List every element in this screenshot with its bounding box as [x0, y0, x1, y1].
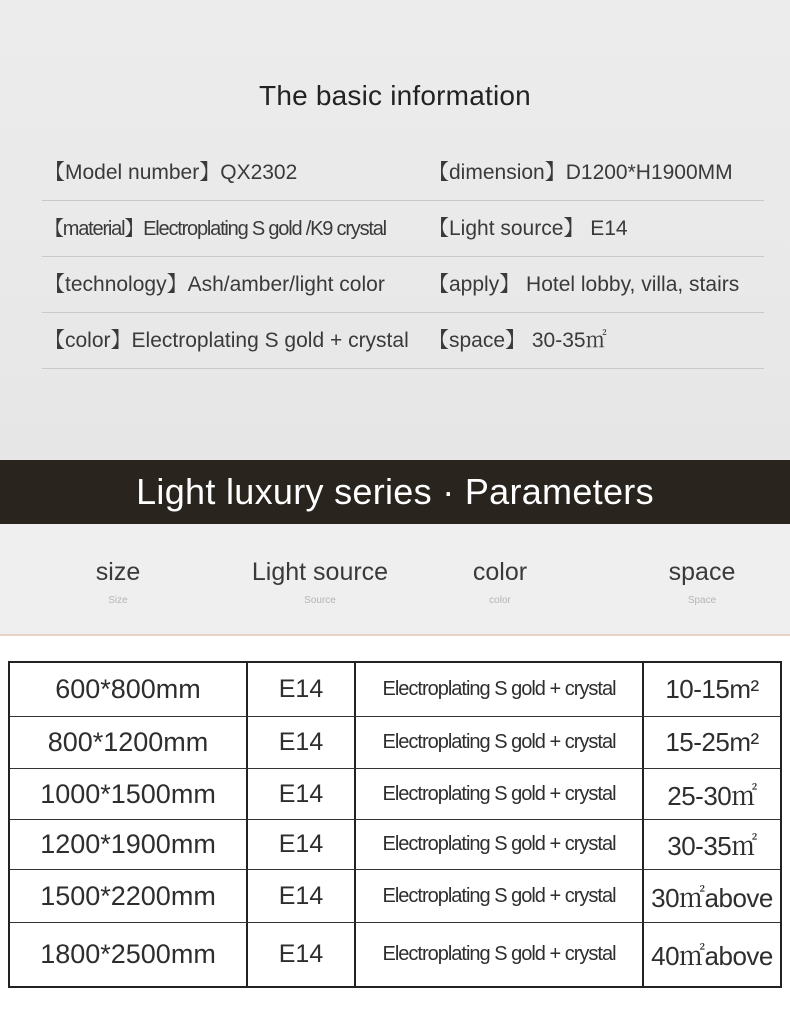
- cell-source: E14: [246, 663, 354, 716]
- table-row: [10, 923, 780, 986]
- info-apply: 【apply】 Hotel lobby, villa, stairs: [428, 273, 740, 296]
- param-light-source: [236, 558, 404, 606]
- cell-color: Electroplating S gold + crystal: [354, 820, 642, 869]
- cell-size: 1200*1900mm: [40, 829, 216, 859]
- parameters-header: [0, 524, 790, 636]
- spec-table: [8, 661, 782, 988]
- cell-color: Electroplating S gold + crystal: [354, 717, 642, 768]
- info-model-number: 【Model number】QX2302: [44, 161, 298, 184]
- table-row: [10, 870, 780, 923]
- param-label: color: [472, 558, 528, 586]
- table-row: [10, 663, 780, 717]
- cell-source: E14: [246, 820, 354, 869]
- cell-source: E14: [246, 870, 354, 922]
- table-row: [10, 820, 780, 870]
- info-row: [42, 313, 764, 369]
- param-label: space: [668, 558, 736, 586]
- param-sublabel: Source: [304, 595, 336, 606]
- param-space: [642, 558, 762, 606]
- cell-source: E14: [246, 923, 354, 986]
- info-material: 【material】Electroplating S gold /K9 crystal: [44, 218, 386, 240]
- param-sublabel: color: [489, 595, 511, 606]
- info-technology: 【technology】Ash/amber/light color: [44, 273, 385, 296]
- cell-space: 40㎡above: [642, 923, 780, 986]
- info-light-source: 【Light source】 E14: [428, 217, 628, 240]
- info-dimension: 【dimension】D1200*H1900MM: [428, 161, 733, 184]
- cell-space: 30-35㎡: [642, 820, 780, 869]
- basic-info-title: The basic information: [259, 80, 531, 111]
- cell-space: 10-15m²: [642, 663, 780, 716]
- cell-color: Electroplating S gold + crystal: [354, 663, 642, 716]
- cell-size: 800*1200mm: [47, 727, 209, 757]
- info-row: [42, 145, 764, 201]
- param-size: [58, 558, 178, 606]
- param-label: size: [95, 558, 141, 586]
- basic-info-section: [0, 0, 790, 460]
- info-color: 【color】Electroplating S gold + crystal: [44, 329, 409, 352]
- cell-color: Electroplating S gold + crystal: [354, 769, 642, 819]
- cell-size: 1500*2200mm: [40, 880, 216, 911]
- cell-source: E14: [246, 769, 354, 819]
- cell-size: 1800*2500mm: [40, 939, 216, 969]
- param-sublabel: Space: [687, 595, 717, 606]
- param-sublabel: Size: [108, 595, 128, 606]
- param-color: [440, 558, 560, 606]
- cell-size: 600*800mm: [55, 674, 201, 704]
- table-row: [10, 769, 780, 820]
- info-space: 【space】 30-35㎡: [428, 329, 607, 352]
- cell-color: Electroplating S gold + crystal: [354, 870, 642, 922]
- series-banner: Light luxury series · Parameters: [0, 460, 790, 524]
- param-label: Light source: [251, 558, 389, 586]
- cell-space: 30㎡above: [642, 870, 780, 922]
- cell-size: 1000*1500mm: [40, 778, 216, 809]
- cell-space: 25-30㎡: [642, 769, 780, 819]
- info-row: [42, 201, 764, 257]
- cell-color: Electroplating S gold + crystal: [354, 923, 642, 986]
- cell-source: E14: [246, 717, 354, 768]
- table-row: [10, 717, 780, 769]
- cell-space: 15-25m²: [642, 717, 780, 768]
- info-row: [42, 257, 764, 313]
